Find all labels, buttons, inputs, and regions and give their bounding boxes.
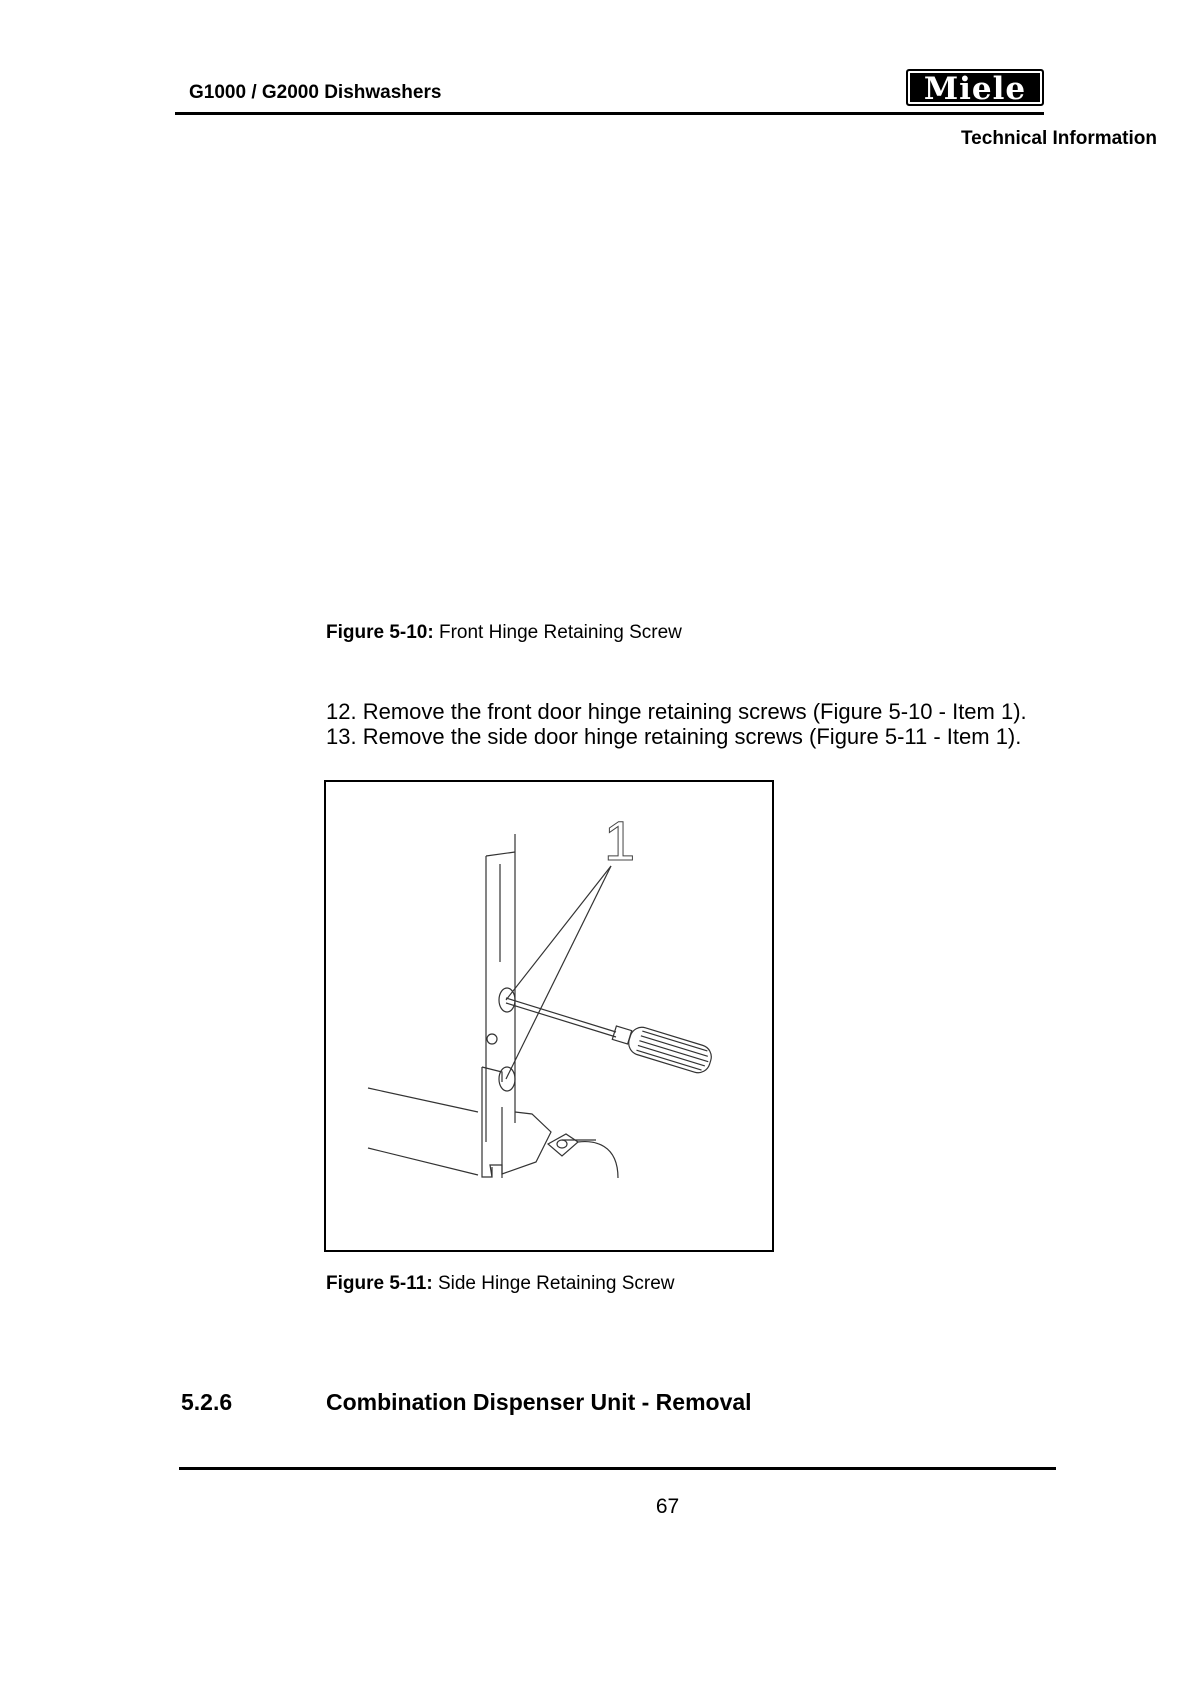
figure-label: Figure 5-11:: [326, 1273, 433, 1294]
miele-logo: Miele: [906, 69, 1044, 106]
figure-caption-text: Front Hinge Retaining Screw: [438, 622, 682, 643]
figure-label: Figure 5-10:: [326, 622, 434, 643]
figure-caption: [326, 1273, 675, 1295]
instruction-step: 13. Remove the side door hinge retaining screws (Figure 5-11 - Item 1).: [326, 724, 1022, 749]
hinge-illustration: [324, 780, 774, 1252]
figure-caption-text: Side Hinge Retaining Screw: [437, 1273, 675, 1294]
section-label: Technical Information: [960, 128, 1157, 149]
instruction-step: 12. Remove the front door hinge retaining screws (Figure 5-10 - Item 1).: [326, 699, 1027, 724]
figure-caption: [326, 622, 682, 644]
footer-divider: [179, 1467, 1056, 1470]
section-number: 5.2.6: [181, 1389, 233, 1415]
header-divider: [175, 112, 1044, 115]
instruction-list: [326, 699, 1027, 749]
page-number: 67: [655, 1495, 680, 1518]
callout-number: 1: [604, 809, 636, 872]
document-title: G1000 / G2000 Dishwashers: [189, 82, 442, 103]
section-heading: Combination Dispenser Unit - Removal: [326, 1389, 752, 1415]
